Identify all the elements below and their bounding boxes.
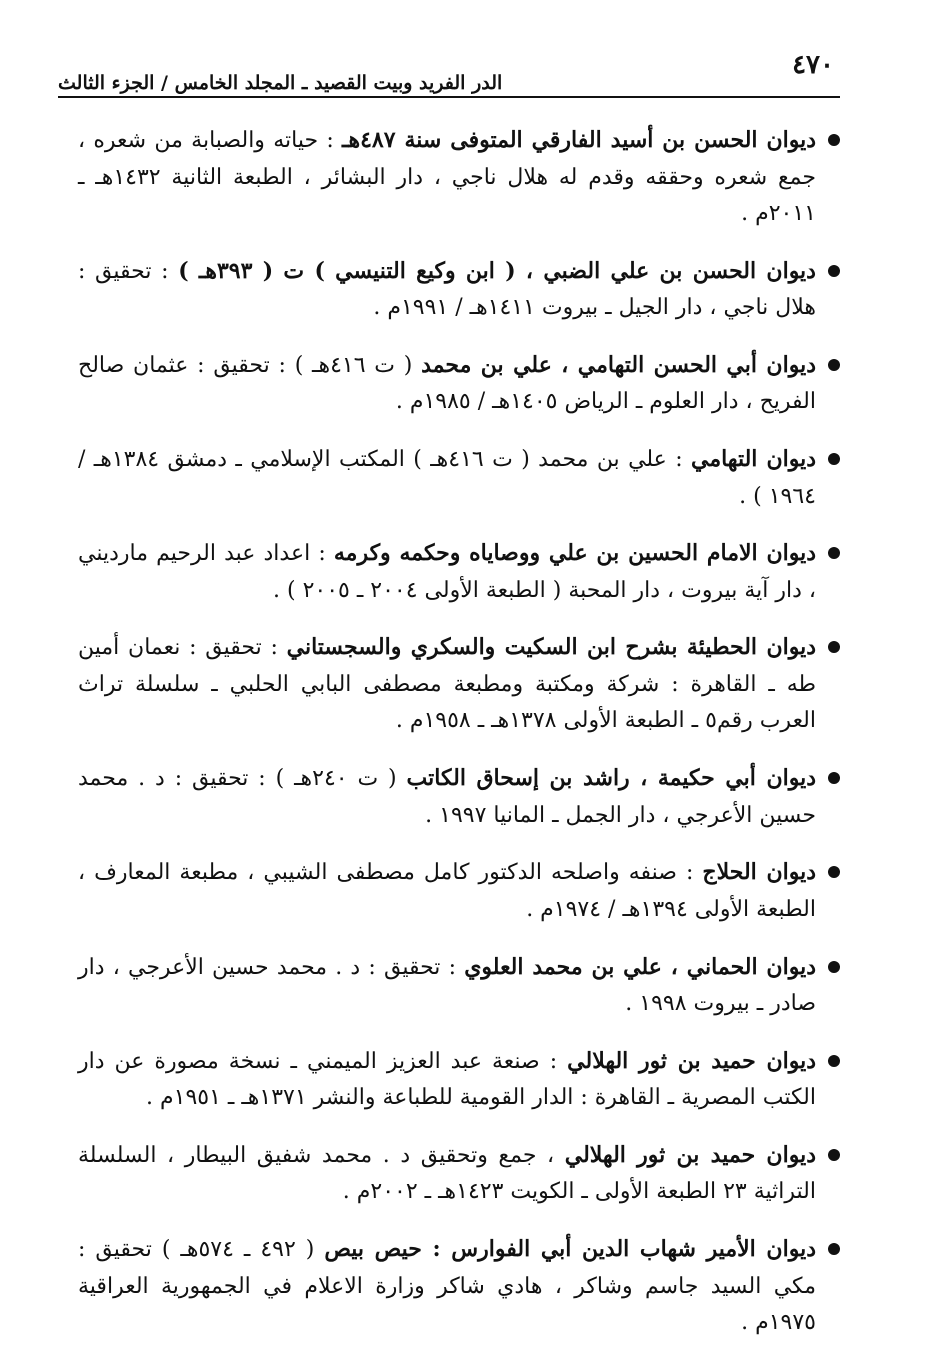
entry-title: ديوان الأمير شهاب الدين أبي الفوارس : حيص بيص — [324, 1236, 816, 1263]
bibliography-entry — [78, 1137, 840, 1211]
bibliography-entry — [78, 347, 840, 421]
entry-title: ديوان الحماني ، علي بن محمد العلوي — [464, 953, 816, 980]
entry-title: ديوان حميد بن ثور الهلالي — [564, 1141, 816, 1168]
entry-title: ديوان الحسن بن علي الضبي ، ( ابن وكيع التنيسي ) ت ( ٣٩٣هـ ) — [178, 257, 816, 284]
entry-title: ديوان الحسن بن أسيد الفارقي المتوفى سنة ٤٨٧هـ — [342, 127, 816, 153]
entry-details: : صنفه واصلحه الدكتور كامل مصطفى الشيبي ، مطبعة المعارف ، الطبعة الأولى ١٣٩٤هـ / ١٩٧٤م . — [78, 860, 816, 922]
running-title: الدر الفريد وبيت القصيد ـ المجلد الخامس / الجزء الثالث — [58, 72, 503, 94]
entry-details: ( ٤٩٢ ـ ٥٧٤هـ ) تحقيق : مكي السيد جاسم وشاكر ، هادي شاكر وزارة الاعلام في الجمهورية العراقية ١٩٧٥م . — [78, 1237, 816, 1336]
entry-details: : صنعة عبد العزيز الميمني ـ نسخة مصورة عن دار الكتب المصرية ـ القاهرة : الدار القومية للطباعة والنشر ١٣٧١هـ ـ ١٩٥١م . — [78, 1048, 816, 1111]
page-header — [58, 50, 840, 98]
bibliography-entry — [78, 760, 840, 834]
entry-details: ( ت ٤١٦هـ ) : تحقيق : عثمان صالح الفريح ، دار العلوم ـ الرياض ١٤٠٥هـ / ١٩٨٥م . — [78, 352, 816, 415]
entry-title: ديوان الحطيئة بشرح ابن السكيت والسكري والسجستاني — [286, 634, 816, 661]
bibliography-entry — [78, 535, 840, 609]
bibliography-entry — [78, 854, 840, 928]
entry-title: ديوان الامام الحسين بن علي ووصاياه وحكمه وكرمه — [333, 540, 816, 567]
entry-title: ديوان أبي حكيمة ، راشد بن إسحاق الكاتب — [406, 765, 817, 792]
bibliography-entry — [78, 1231, 840, 1342]
entry-details: : تحقيق : هلال ناجي ، دار الجيل ـ بيروت ١٤١١هـ / ١٩٩١م . — [78, 258, 816, 321]
entry-details: ( ت ٢٤٠هـ ) : تحقيق : د . محمد حسين الأعرجي ، دار الجمل ـ المانيا ١٩٩٧ . — [78, 766, 816, 828]
entry-title: ديوان أبي الحسن التهامي ، علي بن محمد — [421, 351, 816, 378]
entry-details: : تحقيق : د . محمد حسين الأعرجي ، دار صادر ـ بيروت ١٩٩٨ . — [78, 954, 816, 1016]
bibliography-entry — [78, 1043, 840, 1117]
bibliography-list — [78, 122, 840, 1362]
entry-title: ديوان الحلاج — [702, 859, 817, 886]
entry-details: : تحقيق : نعمان أمين طه ـ القاهرة : شركة ومكتبة ومطبعة مصطفى البابي الحلبي ـ سلسلة تراث العرب رقم٥ ـ الطبعة الأولى ١٣٧٨هـ ـ ١٩٥٨م . — [78, 635, 816, 734]
entry-title: ديوان التهامي — [690, 446, 817, 473]
entry-details: : علي بن محمد ( ت ٤١٦هـ ) المكتب الإسلامي ـ دمشق ١٣٨٤هـ / ١٩٦٤ ) . — [78, 447, 816, 509]
bibliography-entry — [78, 122, 840, 233]
bibliography-entry — [78, 253, 840, 327]
bibliography-entry — [78, 949, 840, 1023]
bibliography-entry — [78, 629, 840, 740]
page-number: ٤٧٠ — [792, 50, 834, 80]
entry-title: ديوان حميد بن ثور الهلالي — [567, 1047, 816, 1074]
entry-details: : حياته والصبابة من شعره ، جمع شعره وحققه وقدم له هلال ناجي ، دار البشائر ، الطبعة الثانية ١٤٣٢هـ ـ ٢٠١١م . — [78, 128, 816, 226]
entry-details: : اعداد عبد الرحيم مارديني ، دار آية بيروت ، دار المحبة ( الطبعة الأولى ٢٠٠٤ ـ ٢٠٠٥ ) . — [78, 541, 816, 603]
bibliography-entry — [78, 441, 840, 515]
entry-details: ، جمع وتحقيق د . محمد شفيق البيطار ، السلسلة التراثية ٢٣ الطبعة الأولى ـ الكويت ١٤٢٣هـ ـ ٢٠٠٢م . — [78, 1142, 816, 1205]
